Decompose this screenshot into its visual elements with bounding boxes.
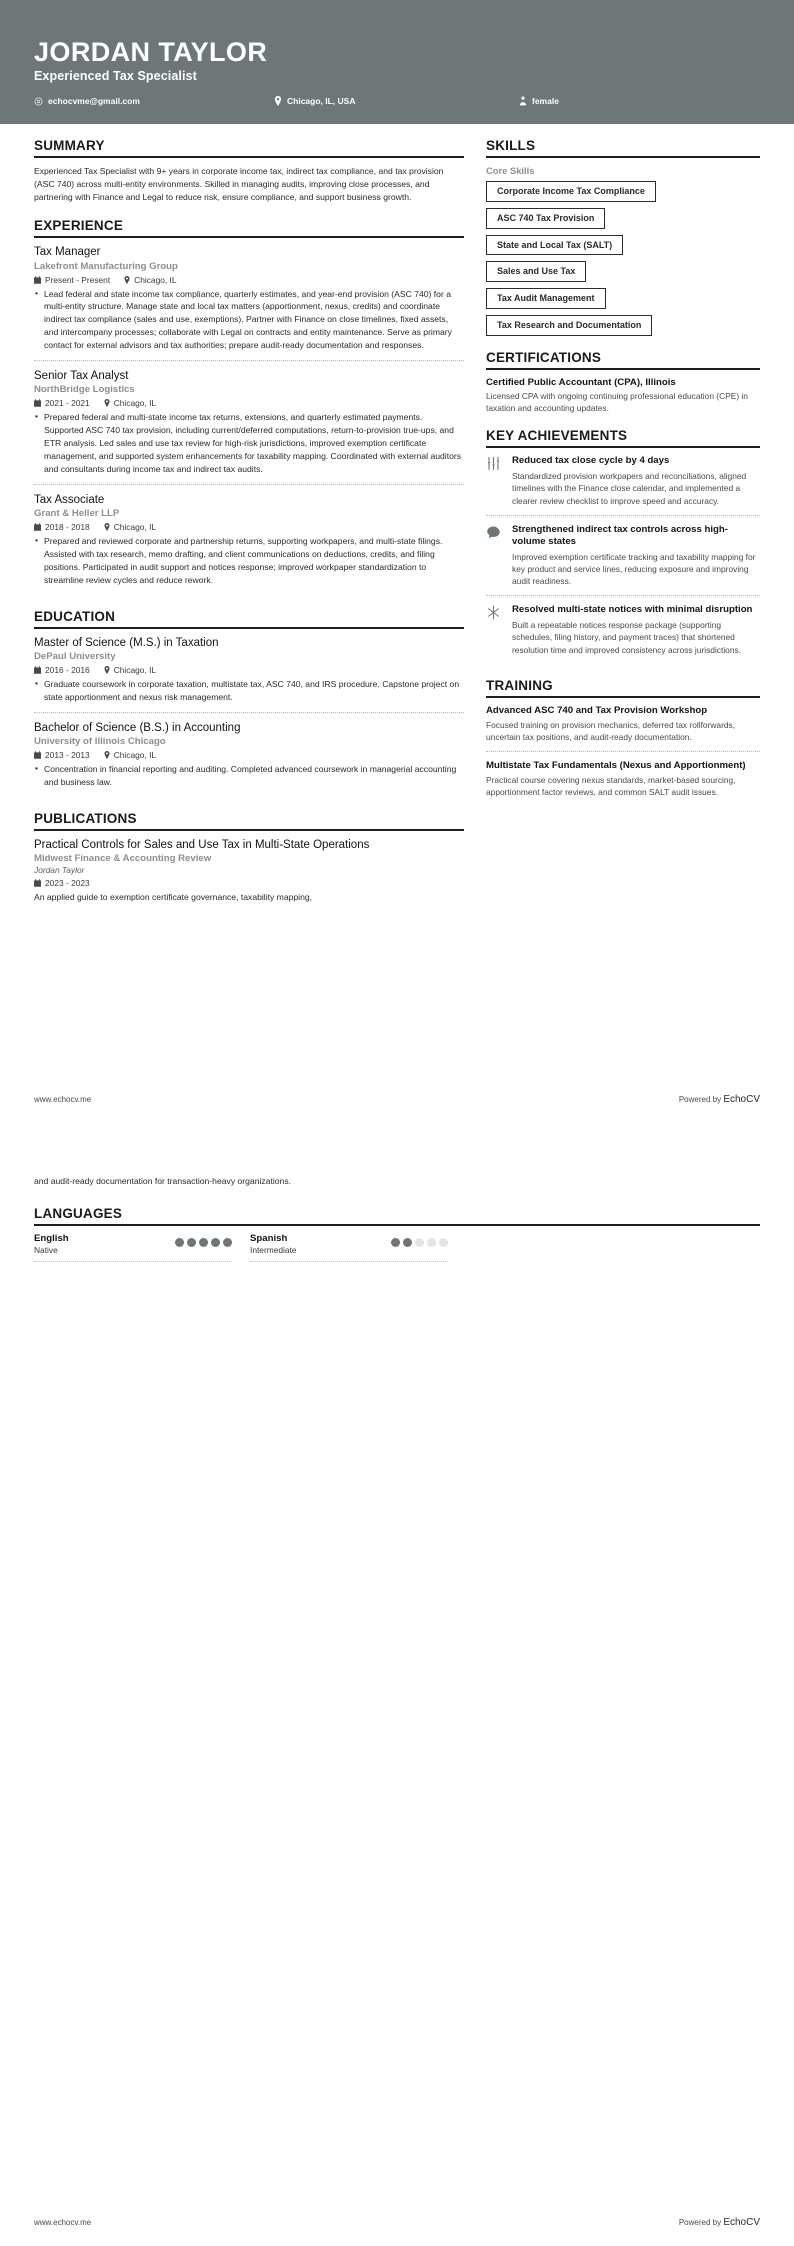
education-dates-text: 2016 - 2016 bbox=[45, 665, 90, 676]
achievement-desc: Improved exemption certificate tracking and taxability mapping for key product and service lines, reducing exposure and improving audit readiness. bbox=[512, 551, 756, 587]
publication-title: Practical Controls for Sales and Use Tax in Multi-State Operations bbox=[34, 839, 370, 852]
education-location bbox=[104, 665, 156, 675]
certification-title: Certified Public Accountant (CPA), Illinois bbox=[486, 376, 676, 388]
skills-heading: SKILLS bbox=[486, 138, 536, 153]
language-name: English bbox=[34, 1233, 69, 1245]
job-meta bbox=[34, 522, 464, 532]
rating-dot bbox=[211, 1238, 220, 1247]
education-bullet: • Concentration in financial reporting and auditing. Completed advanced coursework in managerial accounting and business law. bbox=[34, 763, 464, 789]
job-dates-text: 2018 - 2018 bbox=[45, 522, 90, 533]
contact-list bbox=[34, 96, 760, 106]
footer-brand-name: EchoCV bbox=[723, 2217, 760, 2228]
candidate-title: Experienced Tax Specialist bbox=[34, 69, 197, 84]
summary-text: Experienced Tax Specialist with 9+ years in corporate income tax, indirect tax compliance, and tax provision (ASC 740) across multi-entity environments. Skilled in managing audits, improving close processes, and partnering with Finance and Legal to reduce risk, ensure compliance, and support business growth. bbox=[34, 166, 444, 203]
training-title: Advanced ASC 740 and Tax Provision Workshop bbox=[486, 704, 708, 716]
rating-dot bbox=[415, 1238, 424, 1247]
section-languages bbox=[34, 1206, 760, 1262]
skill-tag: Sales and Use Tax bbox=[486, 261, 586, 282]
job-location-text: Chicago, IL bbox=[113, 398, 157, 409]
achievement-title: Resolved multi-state notices with minimal disruption bbox=[512, 604, 753, 616]
job-location-text: Chicago, IL bbox=[134, 274, 177, 285]
publication-dates-text: 2023 - 2023 bbox=[45, 878, 90, 889]
certifications-rule bbox=[486, 368, 760, 370]
footer-brand-prefix: Powered by bbox=[678, 1095, 724, 1104]
rating-dot bbox=[427, 1238, 436, 1247]
degree-title: Bachelor of Science (B.S.) in Accounting bbox=[34, 721, 241, 734]
education-meta bbox=[34, 665, 464, 675]
resume-page-2 bbox=[0, 1123, 794, 2246]
calendar-icon bbox=[34, 523, 41, 531]
contact-email-text: echocvme@gmail.com bbox=[48, 96, 140, 107]
education-heading: EDUCATION bbox=[34, 608, 116, 624]
training-title: Multistate Tax Fundamentals (Nexus and Apportionment) bbox=[486, 760, 746, 772]
map-pin-icon bbox=[124, 276, 130, 284]
job-location bbox=[124, 275, 176, 285]
experience-rule bbox=[34, 236, 464, 238]
job-title: Tax Manager bbox=[34, 246, 101, 259]
certification-entry bbox=[486, 377, 760, 414]
training-entry bbox=[486, 751, 760, 806]
language-rating-dots bbox=[391, 1233, 448, 1247]
rating-dot bbox=[199, 1238, 208, 1247]
map-pin-icon bbox=[104, 523, 110, 531]
section-publications bbox=[34, 811, 464, 912]
publication-dates bbox=[34, 878, 90, 888]
language-item bbox=[250, 1233, 448, 1262]
publication-entry bbox=[34, 838, 464, 912]
job-dates bbox=[34, 398, 90, 408]
skills-rule bbox=[486, 156, 760, 158]
footer-url[interactable]: www.echocv.me bbox=[34, 1095, 92, 1104]
rating-dot bbox=[223, 1238, 232, 1247]
job-dates bbox=[34, 522, 90, 532]
calendar-icon bbox=[34, 276, 41, 284]
section-key-achievements bbox=[486, 428, 760, 664]
job-location-text: Chicago, IL bbox=[113, 522, 157, 533]
sliders-icon bbox=[486, 455, 503, 507]
calendar-icon bbox=[34, 399, 41, 407]
summary-rule bbox=[34, 156, 464, 158]
job-bullets bbox=[34, 288, 464, 352]
training-entry bbox=[486, 705, 760, 751]
education-dates bbox=[34, 665, 90, 675]
job-title: Tax Associate bbox=[34, 493, 105, 506]
education-location bbox=[104, 750, 156, 760]
language-name: Spanish bbox=[250, 1233, 288, 1245]
left-column bbox=[34, 138, 464, 927]
job-bullet: • Prepared federal and multi-state income tax returns, extensions, and quarterly estimated payments. Supported ASC 740 tax provision, including current/deferred computations, return-to-provision true-ups, and ETR analysis. Led sales and use tax review for high-risk jurisdictions, improved exemption certificate management, and supported system enhancements for taxability mapping. Coordinated with external auditors and consultants during income tax and indirect tax audits. bbox=[34, 411, 464, 475]
company-name: Grant & Heller LLP bbox=[34, 508, 120, 520]
achievement-entry bbox=[486, 515, 760, 596]
rating-dot bbox=[403, 1238, 412, 1247]
education-entry bbox=[34, 636, 464, 712]
skill-tag: State and Local Tax (SALT) bbox=[486, 235, 623, 256]
certifications-heading: CERTIFICATIONS bbox=[486, 349, 602, 365]
education-location-text: Chicago, IL bbox=[113, 750, 157, 761]
map-pin-icon bbox=[104, 399, 110, 407]
section-education bbox=[34, 609, 464, 797]
rating-dot bbox=[439, 1238, 448, 1247]
job-location bbox=[104, 398, 156, 408]
sparkle-icon bbox=[486, 604, 503, 656]
language-info bbox=[34, 1233, 69, 1255]
education-entry bbox=[34, 712, 464, 797]
publication-desc-part1: An applied guide to exemption certificate governance, taxability mapping, bbox=[34, 892, 313, 903]
achievement-body bbox=[512, 604, 760, 656]
language-list bbox=[34, 1233, 760, 1262]
languages-heading: LANGUAGES bbox=[34, 1206, 123, 1222]
achievement-title: Reduced tax close cycle by 4 days bbox=[512, 455, 670, 467]
page-footer bbox=[34, 1094, 760, 1105]
skill-tag: Corporate Income Tax Compliance bbox=[486, 181, 656, 202]
job-bullet: • Lead federal and state income tax compliance, quarterly estimates, and year-end provision (ASC 740) for a multi-entity structure. Manage state and local tax matters (apportionment, nexus, credits) and coordinate indirect tax compliance (sales and use, exemptions). Partner with Finance on close timelines, fixed assets, and intercompany processes; collaborate with Legal on contracts and entity maintenance. Serve as primary contact for external advisors and tax authorities; prepare audit-ready documentation and responses. bbox=[34, 288, 464, 352]
map-pin-icon bbox=[104, 751, 110, 759]
footer-brand-prefix: Powered by bbox=[678, 2218, 724, 2227]
languages-rule bbox=[34, 1224, 760, 1226]
education-meta bbox=[34, 750, 464, 760]
publication-journal: Midwest Finance & Accounting Review bbox=[34, 853, 212, 865]
school-name: University of Illinois Chicago bbox=[34, 736, 166, 748]
experience-entry bbox=[34, 360, 464, 484]
key-achievements-rule bbox=[486, 446, 760, 448]
footer-url[interactable]: www.echocv.me bbox=[34, 2218, 92, 2227]
rating-dot bbox=[391, 1238, 400, 1247]
contact-location bbox=[274, 96, 519, 106]
section-experience bbox=[34, 218, 464, 595]
achievement-desc: Built a repeatable notices response package (supporting schedules, filing history, and payment traces) that shortened resolution time and improved consistency across jurisdictions. bbox=[512, 620, 742, 655]
page2-content bbox=[0, 1123, 794, 1262]
resume-header bbox=[0, 0, 794, 124]
job-dates bbox=[34, 275, 110, 285]
education-dates bbox=[34, 750, 90, 760]
company-name: NorthBridge Logistics bbox=[34, 384, 135, 396]
candidate-name: JORDAN TAYLOR bbox=[34, 37, 268, 67]
skill-tag: Tax Research and Documentation bbox=[486, 315, 652, 336]
calendar-icon bbox=[34, 879, 41, 887]
training-desc: Practical course covering nexus standards, market-based sourcing, apportionment factor reviews, and common SALT audit issues. bbox=[486, 775, 736, 798]
education-location-text: Chicago, IL bbox=[113, 665, 157, 676]
skills-subheading: Core Skills bbox=[486, 165, 535, 176]
degree-title: Master of Science (M.S.) in Taxation bbox=[34, 636, 219, 649]
job-bullet: • Prepared and reviewed corporate and partnership returns, supporting workpapers, and multi-state filings. Assisted with tax research, memo drafting, and client communications on deductions, credits, and filing positions. Participated in audit support and notices response; improved workpaper standardization to streamline review cycles and reduce rework. bbox=[34, 535, 464, 587]
page-footer bbox=[34, 2217, 760, 2228]
achievement-entry bbox=[486, 595, 760, 664]
certification-desc: Licensed CPA with ongoing continuing professional education (CPE) in taxation and accounting updates. bbox=[486, 390, 748, 413]
person-icon bbox=[519, 96, 527, 106]
publication-meta bbox=[34, 878, 464, 888]
summary-heading: SUMMARY bbox=[34, 138, 105, 153]
language-item bbox=[34, 1233, 232, 1262]
experience-heading: EXPERIENCE bbox=[34, 218, 124, 234]
training-heading: TRAINING bbox=[486, 677, 553, 693]
job-location bbox=[104, 522, 156, 532]
job-title: Senior Tax Analyst bbox=[34, 370, 129, 383]
training-rule bbox=[486, 696, 760, 698]
education-bullets bbox=[34, 678, 464, 704]
footer-brand bbox=[679, 1094, 760, 1105]
achievement-title: Strengthened indirect tax controls across high-volume states bbox=[512, 523, 728, 547]
job-meta bbox=[34, 275, 464, 285]
training-desc: Focused training on provision mechanics, deferred tax rollforwards, uncertain tax positions, and audit-ready documentation. bbox=[486, 719, 736, 742]
section-certifications bbox=[486, 350, 760, 414]
calendar-icon bbox=[34, 751, 41, 759]
footer-brand-name: EchoCV bbox=[723, 1094, 760, 1105]
skill-tag-list bbox=[486, 181, 760, 336]
education-bullet: • Graduate coursework in corporate taxation, multistate tax, ASC 740, and IRS procedure. Capstone project on state apportionment and nexus risk management. bbox=[34, 678, 464, 704]
experience-entry bbox=[34, 484, 464, 595]
school-name: DePaul University bbox=[34, 651, 116, 663]
map-pin-icon bbox=[104, 666, 110, 674]
calendar-icon bbox=[34, 666, 41, 674]
job-bullets bbox=[34, 411, 464, 475]
experience-entry bbox=[34, 245, 464, 360]
job-meta bbox=[34, 398, 464, 408]
footer-brand bbox=[679, 2217, 760, 2228]
contact-location-text: Chicago, IL, USA bbox=[287, 96, 356, 107]
education-rule bbox=[34, 627, 464, 629]
rating-dot bbox=[187, 1238, 196, 1247]
map-pin-icon bbox=[274, 96, 282, 106]
content-columns bbox=[0, 124, 794, 927]
section-skills bbox=[486, 138, 760, 336]
education-bullets bbox=[34, 763, 464, 789]
rating-dot bbox=[175, 1238, 184, 1247]
skill-tag: ASC 740 Tax Provision bbox=[486, 208, 605, 229]
section-training bbox=[486, 678, 760, 807]
language-level: Intermediate bbox=[250, 1244, 297, 1255]
achievement-body bbox=[512, 524, 760, 588]
language-info bbox=[250, 1233, 297, 1255]
speech-bubble-icon bbox=[486, 524, 503, 588]
contact-gender bbox=[519, 96, 559, 106]
job-dates-text: Present - Present bbox=[45, 274, 111, 285]
job-dates-text: 2021 - 2021 bbox=[45, 398, 90, 409]
publications-rule bbox=[34, 829, 464, 831]
publication-desc-part2: and audit-ready documentation for transaction-heavy organizations. bbox=[34, 1176, 292, 1186]
contact-gender-text: female bbox=[532, 96, 559, 107]
section-summary bbox=[34, 138, 464, 204]
language-level: Native bbox=[34, 1244, 58, 1255]
publication-authors: Jordan Taylor bbox=[34, 865, 85, 876]
publications-heading: PUBLICATIONS bbox=[34, 811, 137, 827]
company-name: Lakefront Manufacturing Group bbox=[34, 260, 178, 272]
contact-email[interactable] bbox=[34, 96, 274, 106]
job-bullets bbox=[34, 535, 464, 587]
achievement-desc: Standardized provision workpapers and reconciliations, aligned timelines with the Finance close calendar, and implemented a clearer review checklist to improve speed and accuracy. bbox=[512, 471, 747, 506]
language-rating-dots bbox=[175, 1233, 232, 1247]
achievement-body bbox=[512, 455, 760, 507]
key-achievements-heading: KEY ACHIEVEMENTS bbox=[486, 428, 628, 444]
at-icon bbox=[34, 97, 43, 106]
achievement-entry bbox=[486, 455, 760, 515]
right-column bbox=[486, 138, 760, 821]
education-dates-text: 2013 - 2013 bbox=[45, 750, 90, 761]
skill-tag: Tax Audit Management bbox=[486, 288, 606, 309]
